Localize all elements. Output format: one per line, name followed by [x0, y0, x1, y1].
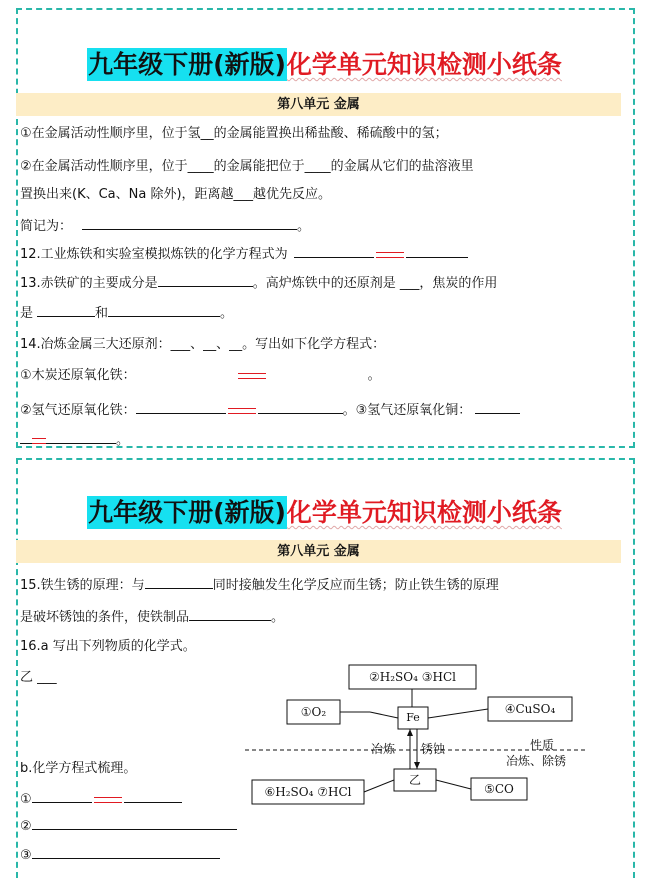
diagram-label-rust: 锈蚀: [421, 742, 446, 756]
card1-line3: 置换出来(K、Ca、Na 除外)，距离越___越优先反应。: [20, 187, 332, 202]
card2-line5: b.化学方程式梳理。: [20, 761, 137, 776]
diagram-label-smelt-derust: 冶炼、除锈: [506, 754, 567, 768]
card2-line2: 是破坏锈蚀的条件，使铁制品 。: [20, 606, 284, 627]
card1-line10: ②氢气还原氧化铁： 。③氢气还原氧化铜：: [20, 399, 520, 420]
card1-line9: ①木炭还原氧化铁： 。: [20, 368, 381, 383]
diagram-label-fe: Fe: [406, 711, 420, 724]
card2-line1: 15.铁生锈的原理：与 同时接触发生化学反应而生锈；防止铁生锈的原理: [20, 574, 499, 595]
card2-line8: ③: [20, 844, 220, 865]
card2-unit-heading: 第八单元 金属: [16, 540, 621, 563]
card1-line7: 是 和 。: [20, 302, 233, 323]
card1-line1: ①在金属活动性顺序里，位于氢__的金属能置换出稀盐酸、稀硫酸中的氢；: [20, 126, 448, 141]
card2-line7: ②: [20, 815, 237, 836]
diagram-label-property: 性质: [530, 738, 555, 752]
diagram-label-yi: 乙: [408, 773, 421, 787]
card1-line4: 简记为： 。: [20, 215, 310, 236]
diagram-label-smelt: 冶炼: [371, 742, 396, 756]
diagram-label-acids-2: ⑥H₂SO₄ ⑦HCl: [264, 785, 352, 799]
diagram-label-cuso4: ④CuSO₄: [504, 702, 556, 716]
diagram-label-acids: ②H₂SO₄ ③HCl: [369, 670, 456, 684]
card1-line8: 14.冶炼金属三大还原剂：___、__、__。写出如下化学方程式：: [20, 337, 386, 352]
card2-line4: 乙 ___: [20, 670, 57, 685]
card1-line2: ②在金属活动性顺序里，位于____的金属能把位于____的金属从它们的盐溶液里: [20, 159, 474, 174]
card1-title: 九年级下册(新版)化学单元知识检测小纸条: [88, 50, 562, 79]
card1-line6: 13.赤铁矿的主要成分是 。高炉炼铁中的还原剂是 ___，焦炭的作用: [20, 272, 497, 293]
card1-line5: 12.工业炼铁和实验室模拟炼铁的化学方程式为: [20, 243, 468, 264]
diagram-label-o2: ①O₂: [300, 705, 327, 719]
diagram-label-co: ⑤CO: [484, 782, 514, 796]
card2-line3: 16.a 写出下列物质的化学式。: [20, 639, 196, 654]
card1-line11: 。: [20, 429, 129, 450]
card2-line6: ①: [20, 788, 182, 809]
card1-unit-heading: 第八单元 金属: [16, 93, 621, 116]
card2-title: 九年级下册(新版)化学单元知识检测小纸条: [88, 498, 562, 527]
